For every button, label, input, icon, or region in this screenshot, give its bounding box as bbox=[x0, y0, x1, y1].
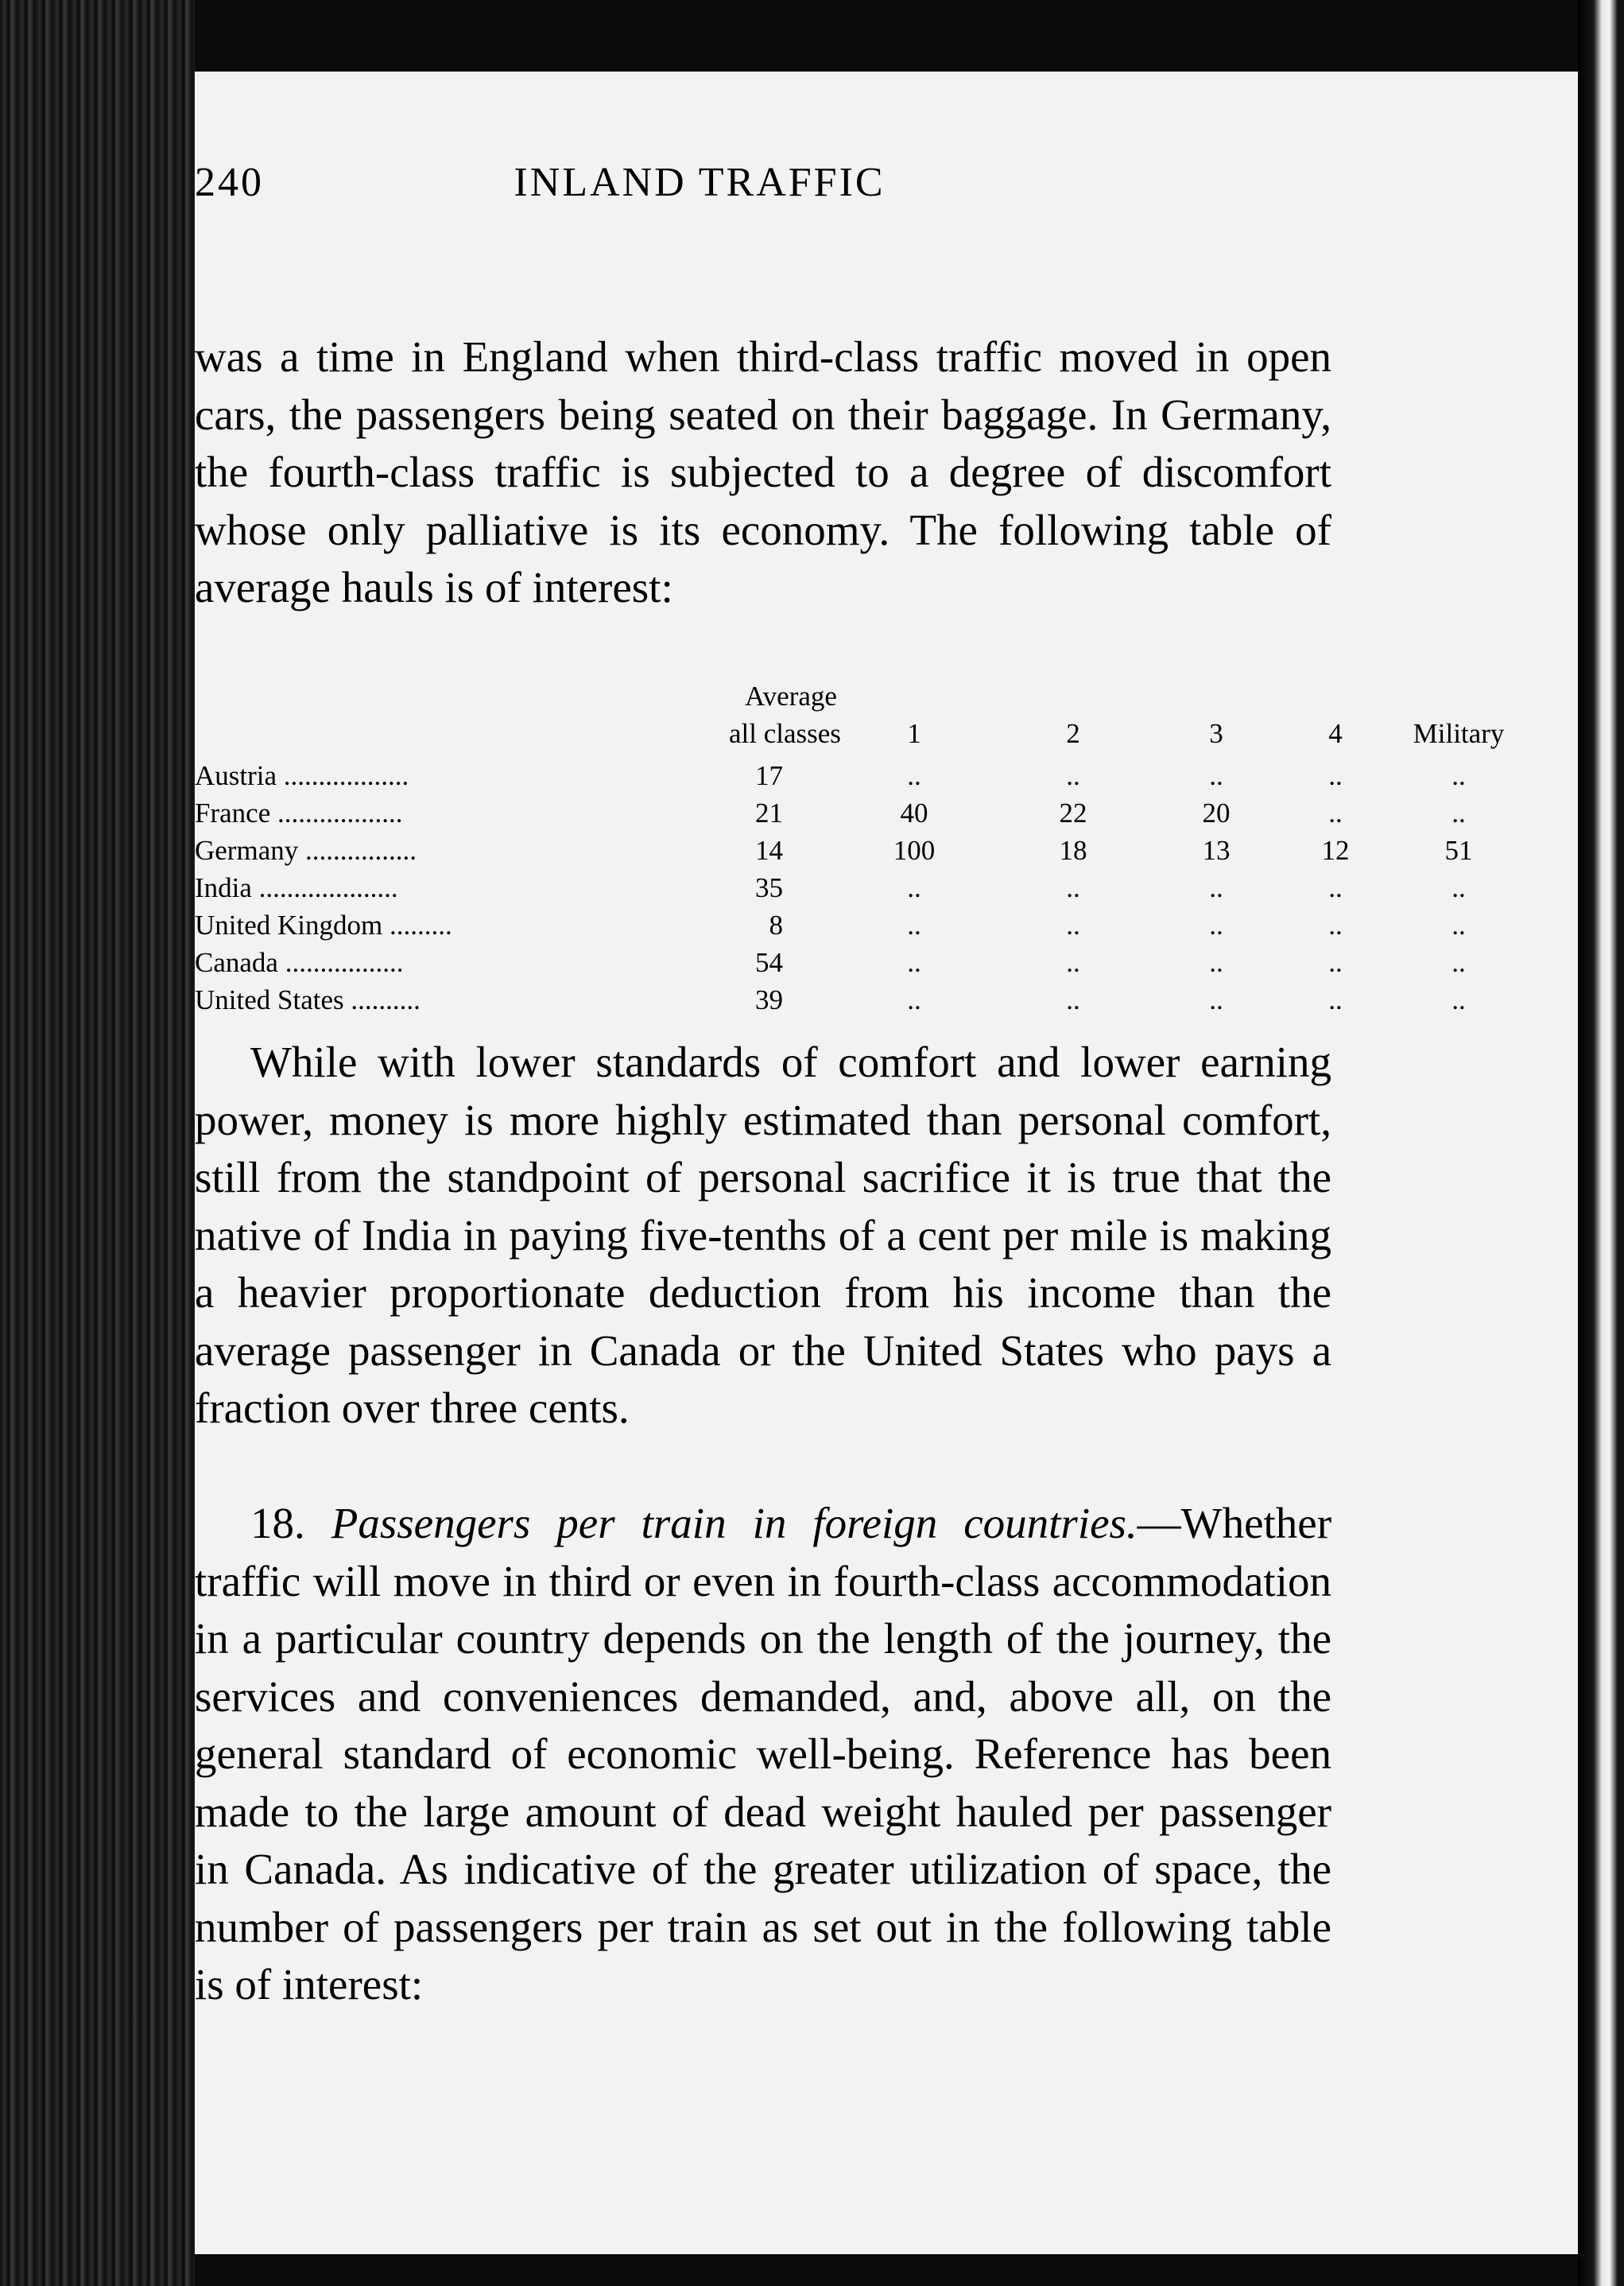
table-row bbox=[195, 869, 1466, 906]
class-3-cell: .. bbox=[1209, 984, 1223, 1015]
header-military: Military bbox=[1413, 718, 1505, 749]
class-2-cell: 18 bbox=[1059, 835, 1087, 866]
class-2-cell: .. bbox=[1066, 947, 1080, 978]
class-4-cell: .. bbox=[1328, 760, 1343, 791]
intro-paragraph-block bbox=[195, 328, 1331, 617]
class-1-cell: .. bbox=[907, 947, 921, 978]
comfort-paragraph-block bbox=[195, 1034, 1331, 1438]
class-2-cell: .. bbox=[1066, 984, 1080, 1015]
country-cell: India .................... bbox=[195, 872, 398, 903]
military-cell: .. bbox=[1452, 798, 1466, 829]
class-1-cell: 100 bbox=[893, 835, 936, 866]
class-1-cell: .. bbox=[907, 872, 921, 903]
country-cell: France .................. bbox=[195, 798, 403, 829]
table-header bbox=[195, 677, 1505, 757]
avg-cell: 39 bbox=[755, 984, 783, 1015]
avg-cell: 8 bbox=[769, 910, 783, 941]
avg-cell: 35 bbox=[755, 872, 783, 903]
class-2-cell: .. bbox=[1066, 910, 1080, 941]
avg-cell: 14 bbox=[755, 835, 783, 866]
avg-cell: 17 bbox=[755, 760, 783, 791]
class-2-cell: .. bbox=[1066, 760, 1080, 791]
section-18-block bbox=[195, 1495, 1331, 2014]
table-row bbox=[195, 832, 1473, 869]
page-number: 240 bbox=[195, 160, 264, 205]
country-cell: Austria .................. bbox=[195, 760, 409, 791]
military-cell: .. bbox=[1452, 872, 1466, 903]
military-cell: .. bbox=[1452, 984, 1466, 1015]
avg-cell: 54 bbox=[755, 947, 783, 978]
military-cell: .. bbox=[1452, 910, 1466, 941]
table-row bbox=[195, 906, 1466, 944]
header-average: Average bbox=[745, 681, 837, 712]
country-cell: United States .......... bbox=[195, 984, 421, 1015]
military-cell: .. bbox=[1452, 760, 1466, 791]
comfort-paragraph: While with lower standards of comfort and lower earning power, money is more highly estimated than personal comfort, still from the standpoint of personal sacrifice it is true that the native of India in paying five-tenths of a cent per mile is making a heavier proportionate deduction from his income than the average passenger in Canada or the United States who pays a fraction over three cents. bbox=[195, 1038, 1331, 1432]
military-cell: .. bbox=[1452, 947, 1466, 978]
country-cell: Canada ................. bbox=[195, 947, 404, 978]
class-3-cell: .. bbox=[1209, 947, 1223, 978]
class-3-cell: 13 bbox=[1202, 835, 1231, 866]
section-number: 18. bbox=[250, 1499, 305, 1547]
table-row bbox=[195, 794, 1466, 832]
class-4-cell: .. bbox=[1328, 910, 1343, 941]
class-1-cell: .. bbox=[907, 760, 921, 791]
class-3-cell: .. bbox=[1209, 760, 1223, 791]
class-4-cell: .. bbox=[1328, 798, 1343, 829]
header-all-classes: all classes bbox=[729, 718, 841, 749]
section-text: Whether traffic will move in third or even in fourth-class accommodation in a particular country depends on the length of the journey, the services and conveniences demanded, and, above all, on the general standard of economic well-being. Reference has been made to the large amount of dead weight hauled per passenger in Canada. As indicative of the greater utilization of space, the number of passengers per train as set out in the following table is of interest: bbox=[195, 1499, 1332, 2008]
class-2-cell: 22 bbox=[1059, 798, 1087, 829]
table-row bbox=[195, 981, 1466, 1019]
class-4-cell: .. bbox=[1328, 872, 1343, 903]
intro-paragraph: was a time in England when third-class traffic moved in open cars, the passengers being seated on their baggage. In Germany, the fourth-class traffic is subjected to a degree of discomfort whose only palliative is its economy. The following table of average hauls is of interest: bbox=[195, 332, 1331, 611]
class-1-cell: 40 bbox=[900, 798, 928, 829]
class-3-cell: 20 bbox=[1202, 798, 1231, 829]
class-1-cell: .. bbox=[907, 910, 921, 941]
country-cell: Germany ................ bbox=[195, 835, 417, 866]
avg-cell: 21 bbox=[755, 798, 783, 829]
country-cell: United Kingdom ......... bbox=[195, 910, 452, 941]
section-18-paragraph bbox=[195, 1495, 1331, 2014]
header-class-2: 2 bbox=[1066, 718, 1080, 749]
section-dash: — bbox=[1137, 1499, 1181, 1547]
header-class-4: 4 bbox=[1328, 718, 1343, 749]
table-row bbox=[195, 757, 1466, 794]
class-4-cell: .. bbox=[1328, 984, 1343, 1015]
running-header bbox=[195, 159, 1204, 223]
average-hauls-table bbox=[195, 677, 1505, 1019]
class-3-cell: .. bbox=[1209, 872, 1223, 903]
running-title: INLAND TRAFFIC bbox=[514, 160, 886, 205]
class-2-cell: .. bbox=[1066, 872, 1080, 903]
class-3-cell: .. bbox=[1209, 910, 1223, 941]
class-4-cell: .. bbox=[1328, 947, 1343, 978]
class-4-cell: 12 bbox=[1321, 835, 1350, 866]
header-class-1: 1 bbox=[907, 718, 921, 749]
header-class-3: 3 bbox=[1209, 718, 1223, 749]
table-row bbox=[195, 944, 1466, 981]
class-1-cell: .. bbox=[907, 984, 921, 1015]
section-title: Passengers per train in foreign countries. bbox=[331, 1499, 1138, 1547]
page-right-edge bbox=[1578, 0, 1624, 2286]
military-cell: 51 bbox=[1444, 835, 1473, 866]
book-spine-edge bbox=[0, 0, 195, 2286]
